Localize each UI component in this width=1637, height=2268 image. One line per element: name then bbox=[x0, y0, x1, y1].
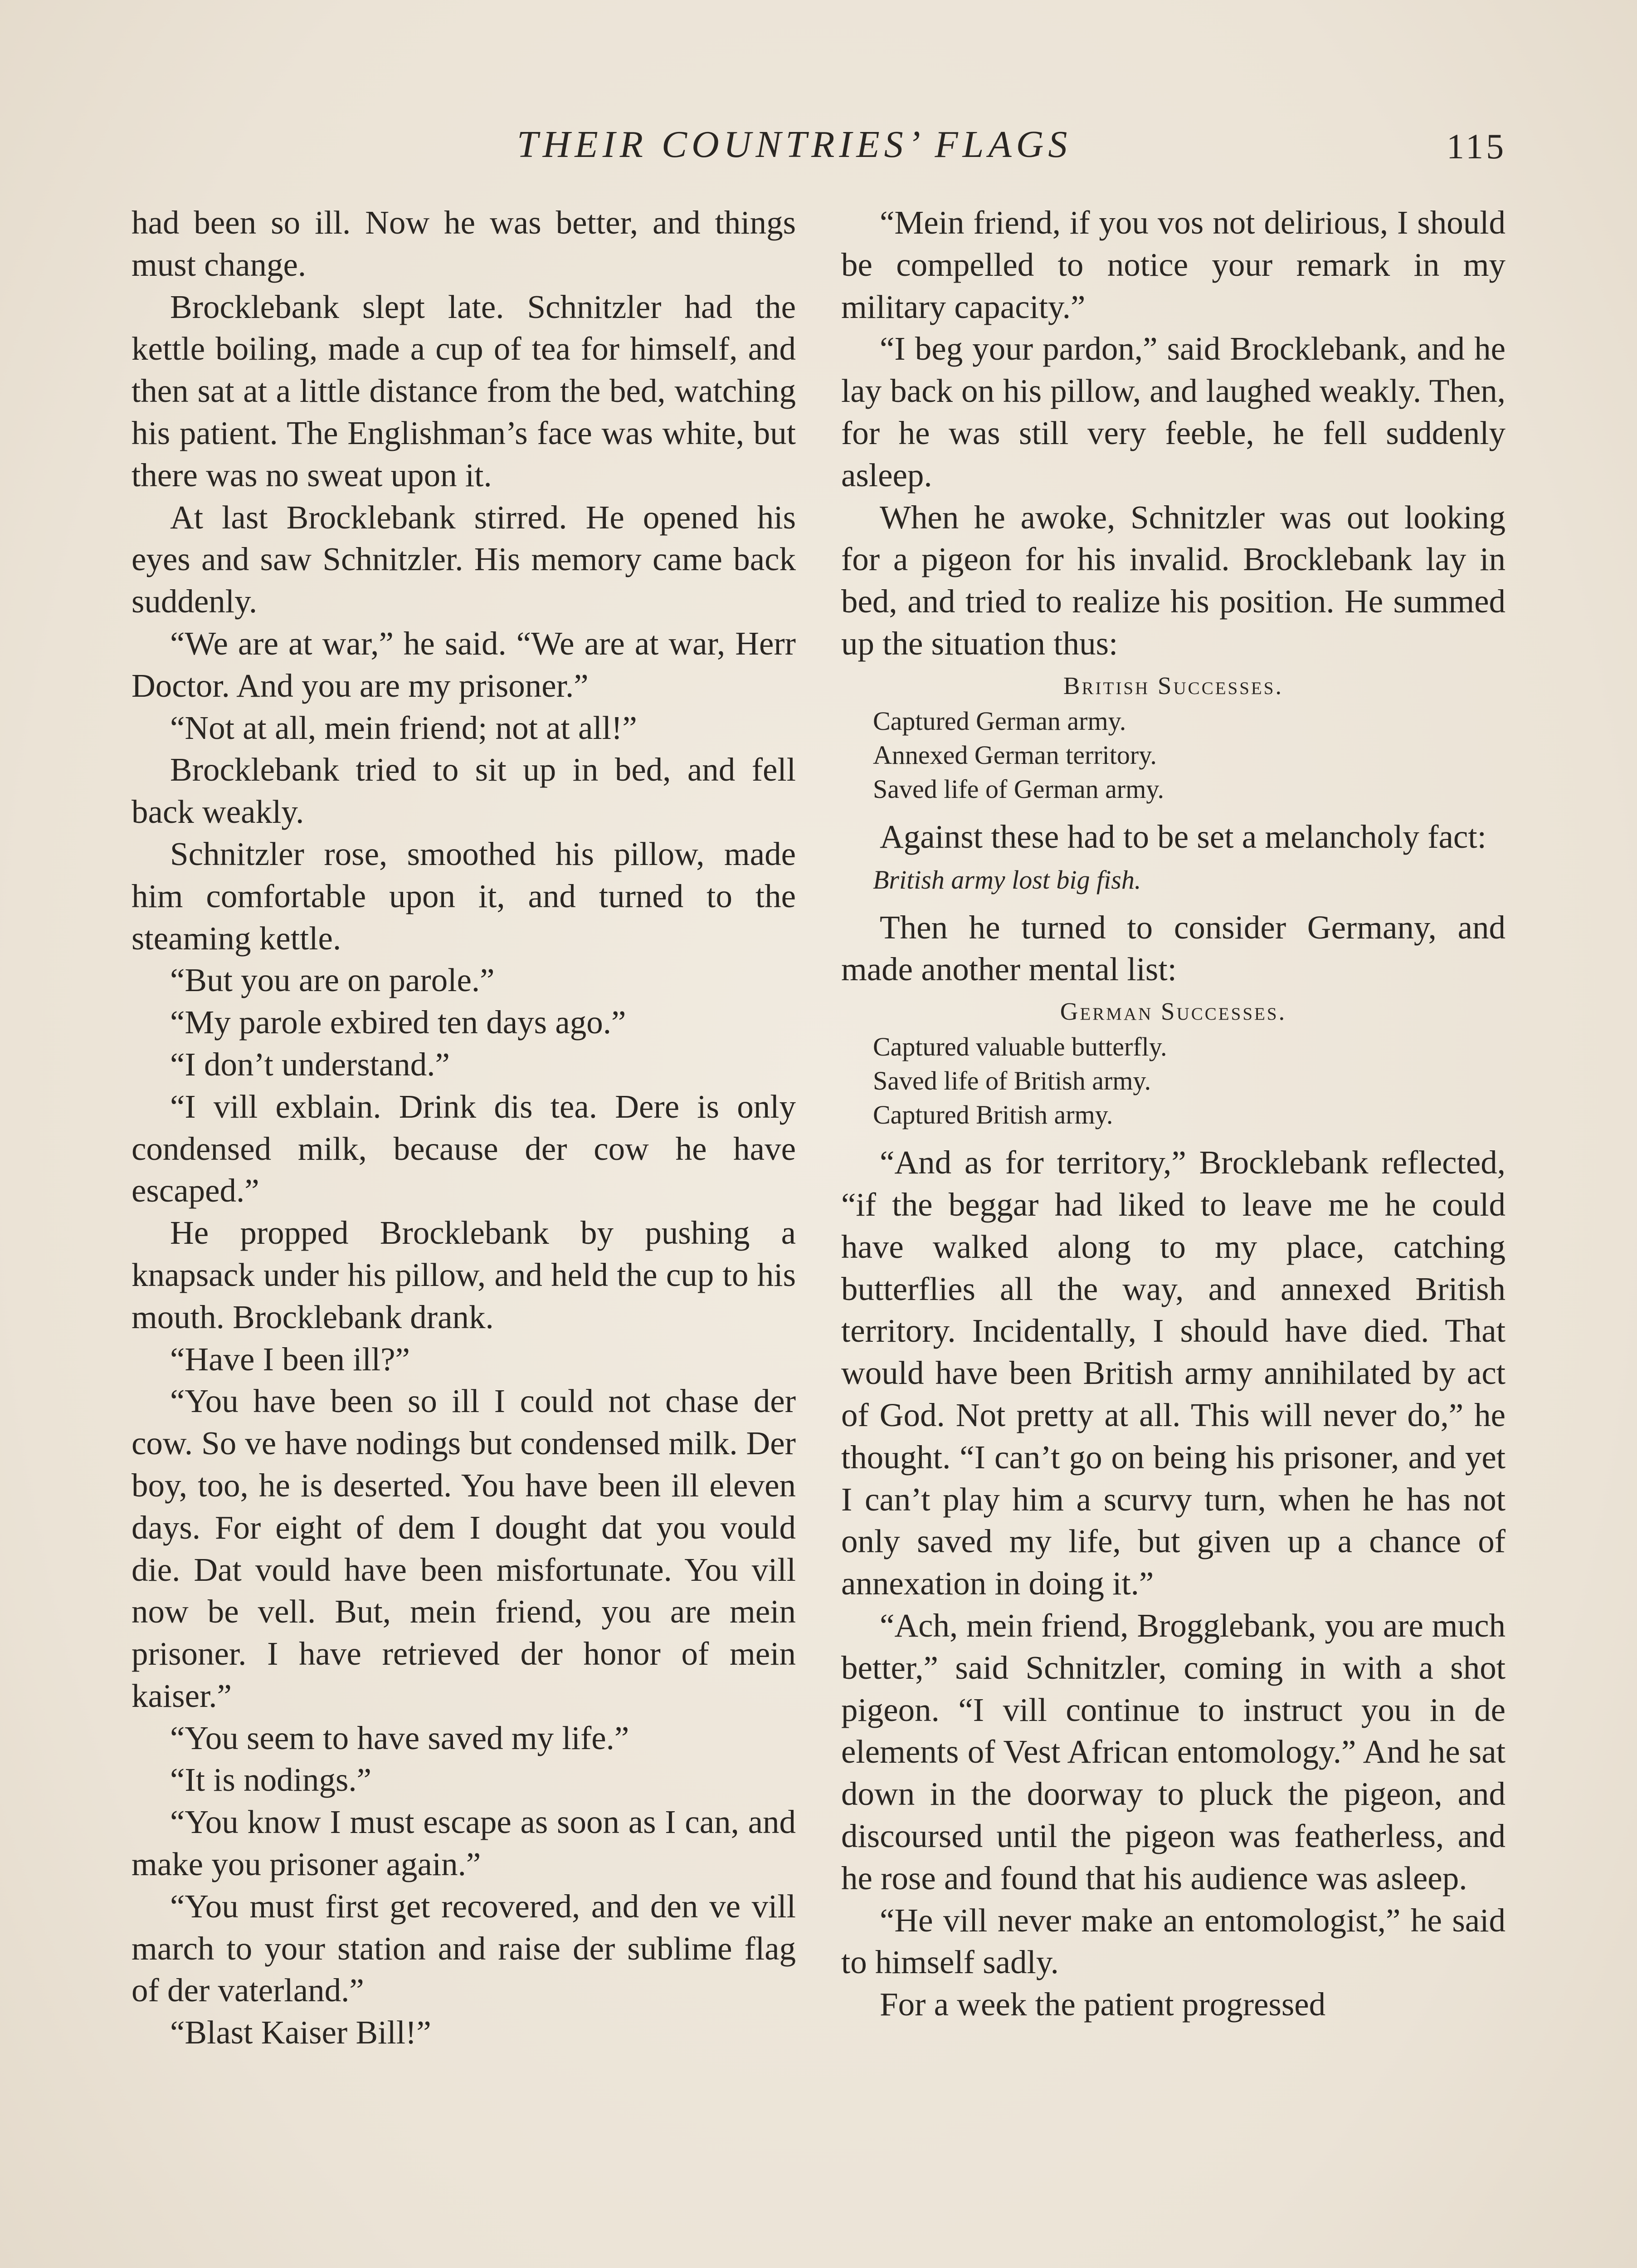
paragraph: “But you are on parole.” bbox=[170, 962, 495, 999]
paragraph: had been so ill. Now he was better, and things must change. bbox=[132, 204, 796, 283]
paragraph: “You have been so ill I could not chase der cow. So ve have nodings but condensed milk. Der boy, too, he is deserted. You have been ill eleven days. For eight of dem I dought dat you vould die. Dat vould have been misfortunate. You vill now be vell. But, mein friend, you are mein prisoner. I have retrieved der honor of mein kaiser.” bbox=[132, 1383, 796, 1714]
paragraph: “I vill exblain. Drink dis tea. Dere is only condensed milk, because der cow he have escaped.” bbox=[132, 1088, 796, 1209]
list-item: Saved life of British army. bbox=[873, 1066, 1151, 1096]
list-item: Captured British army. bbox=[873, 1100, 1113, 1130]
paragraph: “And as for territory,” Brocklebank reflected, “if the beggar had liked to leave me he could have walked along to my place, catching butterflies all the way, and annexed British territory. Incidentally, I should have died. That would have been British army annihilated by act of God. Not pretty at all. This will never do,” he thought. “I can’t go on being his prisoner, and yet I can’t play him a scurvy turn, when he has not only saved my life, but given up a chance of annexation in doing it.” bbox=[841, 1144, 1505, 1602]
paragraph: Brocklebank tried to sit up in bed, and fell back weakly. bbox=[132, 751, 796, 831]
list-heading: German Successes. bbox=[1060, 997, 1287, 1026]
paragraph: Against these had to be set a melancholy fact: bbox=[880, 818, 1486, 855]
paragraph: “You seem to have saved my life.” bbox=[170, 1719, 629, 1756]
paragraph: For a week the patient progressed bbox=[880, 1986, 1326, 2023]
paragraph: Brocklebank slept late. Schnitzler had the kettle boiling, made a cup of tea for himself, and then sat at a little distance from the bed, watching his patient. The Englishman’s face was white, but there was no sweat upon it. bbox=[132, 288, 796, 494]
list-item: Annexed German territory. bbox=[873, 740, 1157, 770]
paragraph: Schnitzler rose, smoothed his pillow, made him comfortable upon it, and turned to the steaming kettle. bbox=[132, 835, 796, 957]
paragraph: “Mein friend, if you vos not delirious, I should be compelled to notice your remark in my military capacity.” bbox=[841, 204, 1505, 325]
list-item: Captured valuable butterfly. bbox=[873, 1032, 1167, 1062]
left-column bbox=[132, 202, 796, 2054]
paragraph: “I beg your pardon,” said Brocklebank, and he lay back on his pillow, and laughed weakly. Then, for he was still very feeble, he fell suddenly asleep. bbox=[841, 330, 1505, 494]
paragraph: “You know I must escape as soon as I can, and make you prisoner again.” bbox=[132, 1804, 796, 1883]
german-successes-list bbox=[841, 993, 1505, 1132]
paragraph: “Ach, mein friend, Brogglebank, you are much better,” said Schnitzler, coming in with a shot pigeon. “I vill continue to instruct you in de elements of Vest African entomology.” And he sat down in the doorway to pluck the pigeon, and discoursed until the pigeon was featherless, and he rose and found that his audience was asleep. bbox=[841, 1607, 1505, 1897]
page-number: 115 bbox=[1447, 127, 1507, 166]
list-item: Captured German army. bbox=[873, 706, 1126, 736]
paragraph: Then he turned to consider Germany, and made another mental list: bbox=[841, 909, 1505, 988]
paragraph: “Have I been ill?” bbox=[170, 1340, 410, 1378]
paragraph: “He vill never make an entomologist,” he said to himself sadly. bbox=[841, 1901, 1505, 1981]
paragraph: “Not at all, mein friend; not at all!” bbox=[170, 709, 637, 746]
paragraph: At last Brocklebank stirred. He opened his eyes and saw Schnitzler. His memory came back suddenly. bbox=[132, 499, 796, 620]
paragraph: “You must first get recovered, and den ve vill march to your station and raise der sublime flag of der vaterland.” bbox=[132, 1887, 796, 2009]
running-head bbox=[0, 122, 1637, 168]
list-item: Saved life of German army. bbox=[873, 774, 1164, 804]
paragraph: When he awoke, Schnitzler was out looking for a pigeon for his invalid. Brocklebank lay in bed, and tried to realize his position. He summed up the situation thus: bbox=[841, 499, 1505, 662]
right-column bbox=[841, 202, 1505, 2026]
running-title: THEIR COUNTRIES’ FLAGS bbox=[517, 123, 1072, 166]
paragraph: “It is nodings.” bbox=[170, 1761, 372, 1799]
melancholy-fact: British army lost big fish. bbox=[873, 865, 1141, 894]
paragraph: “Blast Kaiser Bill!” bbox=[170, 2014, 431, 2051]
paragraph: He propped Brocklebank by pushing a knapsack under his pillow, and held the cup to his mouth. Brocklebank drank. bbox=[132, 1214, 796, 1335]
paragraph: “I don’t understand.” bbox=[170, 1046, 450, 1083]
list-heading: British Successes. bbox=[1063, 671, 1284, 699]
british-successes-list bbox=[841, 668, 1505, 806]
paragraph: “We are at war,” he said. “We are at war, Herr Doctor. And you are my prisoner.” bbox=[132, 625, 796, 704]
paragraph: “My parole exbired ten days ago.” bbox=[170, 1004, 626, 1041]
